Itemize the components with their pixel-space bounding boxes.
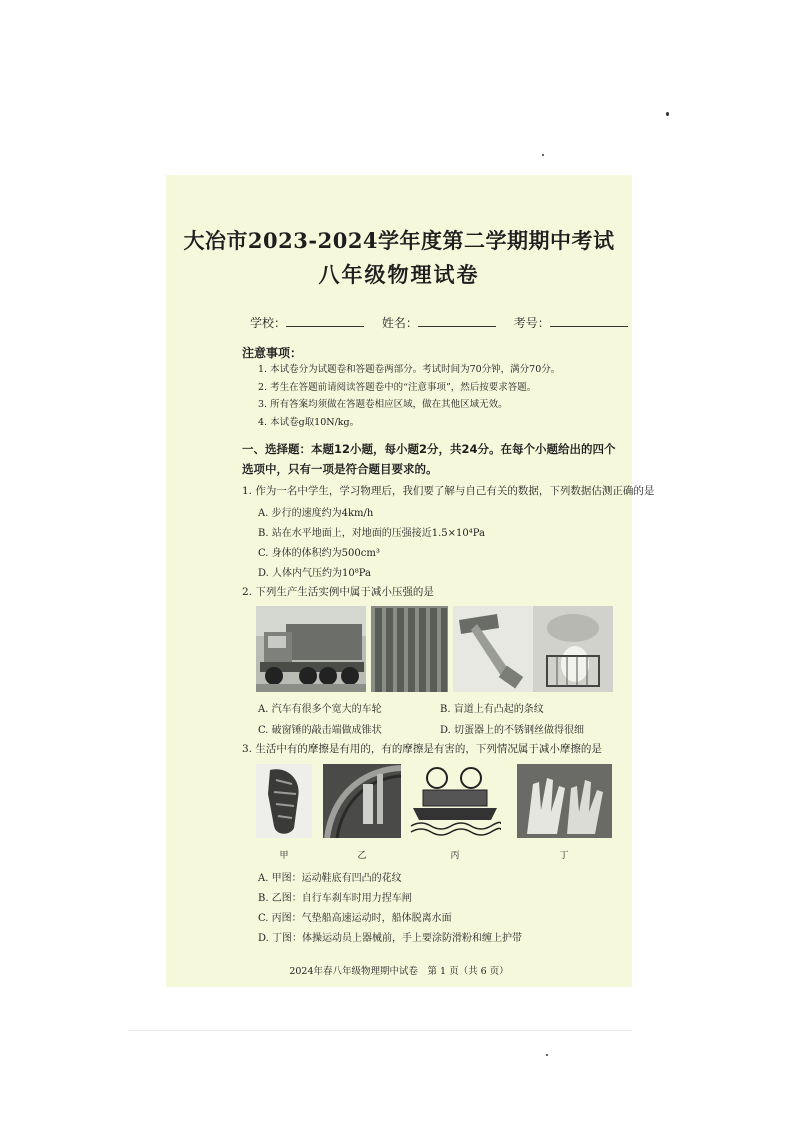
- q3-option-b: B. 乙图：自行车刹车时用力捏车闸: [258, 893, 412, 904]
- tactile-paving-photo: [371, 606, 448, 692]
- q1-option-a: A. 步行的速度约为4km/h: [258, 508, 374, 519]
- number-blank[interactable]: [550, 315, 628, 327]
- exam-title: 大冶市2023-2024学年度第二学期期中考试: [183, 228, 615, 253]
- q1-option-d: D. 人体内气压约为10⁸Pa: [258, 568, 371, 579]
- q3-option-a: A. 甲图：运动鞋底有凹凸的花纹: [258, 873, 402, 884]
- sneaker-sole-photo: [256, 764, 312, 838]
- name-blank[interactable]: [418, 315, 496, 327]
- q1-option-c: C. 身体的体积约为500cm³: [258, 548, 380, 559]
- student-info-fields: [250, 314, 642, 331]
- notice-item: 4. 本试卷g取10N/kg。: [258, 416, 360, 428]
- safety-hammer-photo: [453, 606, 533, 692]
- number-label: 考号：: [513, 316, 550, 330]
- q2-option-c: C. 破窗锤的敲击端做成锥状: [258, 725, 382, 736]
- bicycle-brake-photo: [323, 764, 401, 838]
- page-footer: 2024年春八年级物理期中试卷 第 1 页（共 6 页）: [289, 966, 509, 977]
- caption-yi: 乙: [357, 851, 367, 861]
- section-heading: 一、选择题：本题12小题，每小题2分，共24分。在每个小题给出的四个选项中，只有一项是符合题目要求的。: [242, 442, 616, 476]
- question-2-stem: 2. 下列生产生活实例中属于减小压强的是: [242, 586, 434, 598]
- q1-option-b: B. 站在水平地面上，对地面的压强接近1.5×10⁴Pa: [258, 528, 485, 539]
- exam-page: [166, 175, 655, 987]
- caption-bing: 丙: [450, 851, 460, 861]
- question-3-stem: 3. 生活中有的摩擦是有用的，有的摩擦是有害的，下列情况属于减小摩擦的是: [242, 743, 602, 755]
- notice-item: 2. 考生在答题前请阅读答题卷中的“注意事项”，然后按要求答题。: [258, 381, 537, 393]
- scan-speck: [666, 112, 669, 116]
- truck-photo: [256, 606, 366, 692]
- gymnast-hands-photo: [517, 764, 612, 838]
- hovercraft-drawing: [409, 764, 501, 838]
- caption-jia: 甲: [279, 851, 289, 861]
- name-label: 姓名：: [381, 316, 418, 330]
- notice-list: [258, 361, 560, 431]
- school-blank[interactable]: [286, 315, 364, 327]
- caption-ding: 丁: [559, 851, 569, 861]
- school-label: 学校：: [250, 316, 287, 330]
- notice-item: 1. 本试卷分为试题卷和答题卷两部分。考试时间为70分钟，满分70分。: [258, 364, 561, 375]
- notice-title: 注意事项：: [242, 346, 303, 360]
- question-1-stem: 1. 作为一名中学生，学习物理后，我们要了解与自己有关的数据，下列数据估测正确的是: [242, 485, 655, 497]
- exam-subtitle: 八年级物理试卷: [318, 262, 480, 287]
- q3-option-c: C. 丙图：气垫船高速运动时，船体脱离水面: [258, 913, 452, 924]
- scan-speck: [542, 154, 544, 156]
- paper-edge-line: [128, 1030, 632, 1031]
- q2-option-b: B. 盲道上有凸起的条纹: [440, 704, 544, 715]
- q2-option-a: A. 汽车有很多个宽大的车轮: [258, 704, 382, 715]
- egg-slicer-photo: [533, 606, 613, 692]
- notice-item: 3. 所有答案均须做在答题卷相应区域，做在其他区域无效。: [258, 399, 508, 410]
- q2-option-d: D. 切蛋器上的不锈钢丝做得很细: [440, 725, 585, 736]
- scan-speck: [546, 1054, 548, 1056]
- q3-option-d: D. 丁图：体操运动员上器械前，手上要涂防滑粉和缠上护带: [258, 933, 523, 944]
